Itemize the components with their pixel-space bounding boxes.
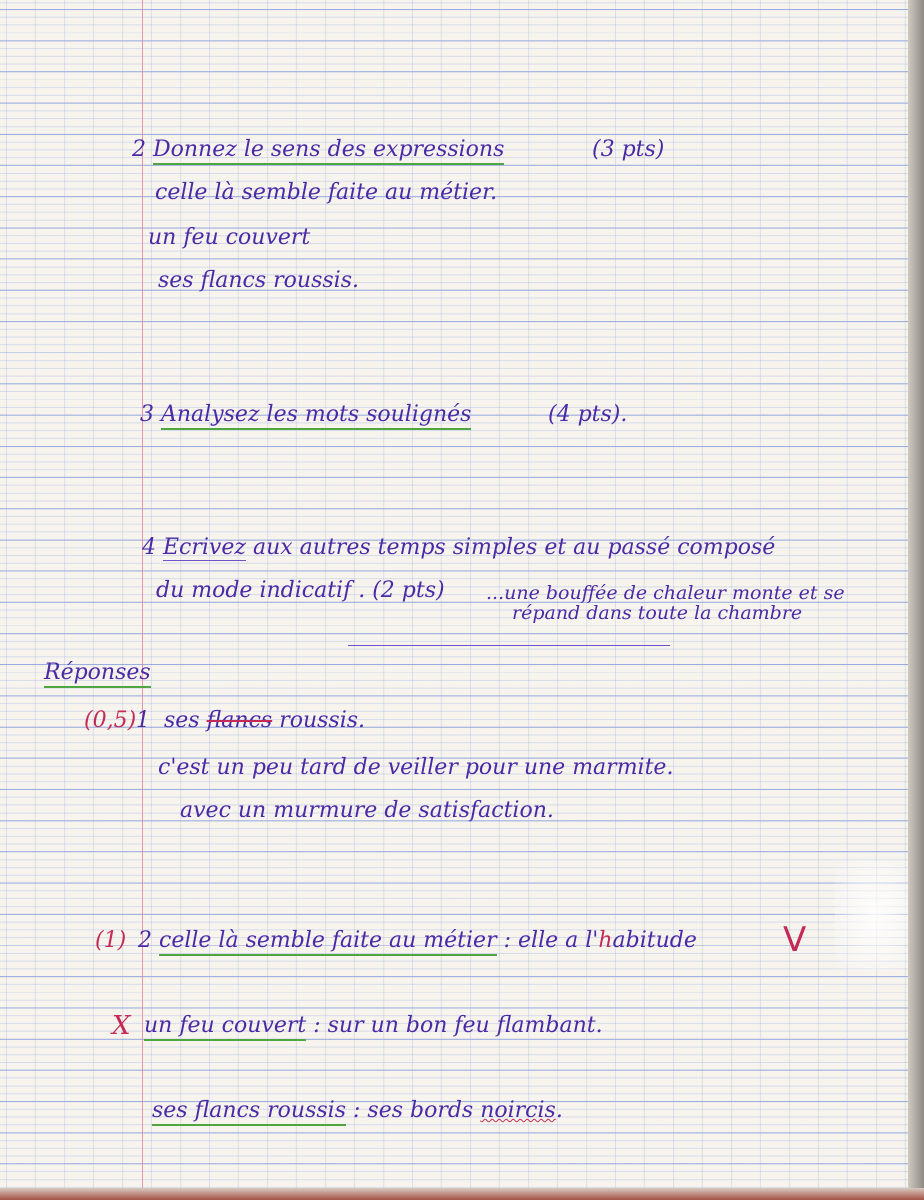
question-2-item: un feu couvert (148, 225, 311, 250)
question-3-number: 3 (140, 402, 154, 427)
question-4-number: 4 (142, 535, 156, 560)
question-2-title: Donnez le sens des expressions (153, 137, 504, 165)
answer-1-grade: (0,5) (84, 708, 137, 733)
question-2-number: 2 (132, 137, 146, 162)
answers-heading: Réponses (44, 660, 151, 686)
answer-1-line-1: 1 ses flancs roussis. (136, 708, 366, 733)
answer-2-grade: (1) (95, 928, 127, 953)
margin-line (142, 0, 143, 1200)
question-4-verb: Ecrivez (163, 535, 246, 560)
question-2-item: celle là semble faite au métier. (155, 180, 498, 205)
correct-check-mark: V (783, 920, 807, 960)
question-4-sentence: ...une bouffée de chaleur monte et se (486, 582, 845, 604)
wrong-cross-mark: X (112, 1011, 131, 1041)
question-2-points: (3 pts) (592, 137, 665, 162)
paper-stain (835, 860, 915, 970)
answer-2-expression: celle là semble faite au métier (159, 928, 497, 956)
correction-letter: h (598, 928, 613, 953)
answer-1-number: 1 (136, 708, 150, 733)
question-4-line-1 (142, 535, 775, 561)
answer-1-line-3: avec un murmure de satisfaction. (180, 798, 554, 823)
question-4-instruction: aux autres temps simples et au passé composé (252, 535, 776, 560)
answer-2-line: 2 celle là semble faite au métier : elle a l'habitude (138, 928, 697, 954)
answer-2-number: 2 (138, 928, 152, 953)
question-3-points: (4 pts). (548, 402, 628, 427)
answer-3-line: un feu couvert : sur un bon feu flambant. (144, 1013, 603, 1039)
wavy-underlined-word: noircis (480, 1098, 556, 1123)
separator-line (348, 645, 670, 646)
question-4-line-2: du mode indicatif . (2 pts) (156, 578, 445, 603)
question-4-sentence-end: répand dans toute la chambre (512, 602, 803, 624)
question-2-heading (132, 137, 504, 163)
answer-4-expression: ses flancs roussis (152, 1098, 346, 1126)
answer-4-line: ses flancs roussis : ses bords noircis. (152, 1098, 563, 1124)
struck-word: flancs (206, 708, 273, 733)
question-3-heading (140, 402, 471, 428)
answer-3-expression: un feu couvert (144, 1013, 306, 1041)
page-edge-shadow (908, 0, 924, 1200)
question-2-item: ses flancs roussis. (158, 268, 359, 293)
notebook-cover-edge (0, 1188, 924, 1200)
answer-1-line-2: c'est un peu tard de veiller pour une marmite. (158, 755, 674, 780)
question-3-title: Analysez les mots soulignés (161, 402, 471, 430)
